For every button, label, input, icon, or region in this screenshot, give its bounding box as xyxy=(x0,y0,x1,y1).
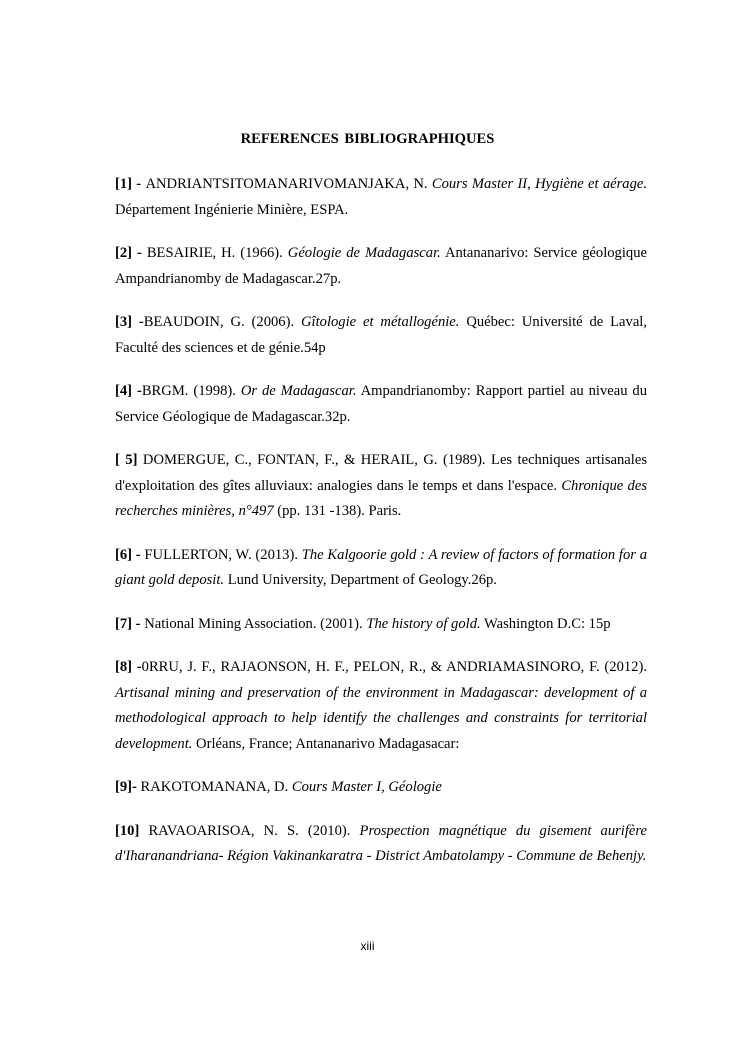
reference-number: [ 5] xyxy=(115,452,138,468)
reference-item xyxy=(115,172,647,223)
reference-list xyxy=(115,172,647,888)
page-number: xiii xyxy=(360,939,375,953)
reference-title: Géologie de Madagascar. xyxy=(287,245,441,261)
reference-authors: ANDRIANTSITOMANARIVOMANJAKA, N. xyxy=(145,176,432,192)
reference-item xyxy=(115,310,647,361)
reference-publisher: Lund University, Department of Geology.26p. xyxy=(224,572,497,588)
reference-authors: FULLERTON, W. (2013). xyxy=(144,546,302,563)
reference-title: Or de Madagascar. xyxy=(240,383,357,399)
reference-publisher: Ampandrianomby: Rapport partiel au niveau du Service Géologique de Madagascar.32p. xyxy=(115,383,648,425)
reference-number: [3] - xyxy=(115,314,144,330)
reference-number: [2] - xyxy=(115,245,147,261)
reference-authors: 0RRU, J. F., RAJAONSON, H. F., PELON, R., & ANDRIAMASINORO, F. (2012). xyxy=(141,659,647,675)
reference-publisher: Département Ingénierie Minière, ESPA. xyxy=(115,201,349,218)
reference-authors: BRGM. (1998). xyxy=(141,383,241,399)
reference-item xyxy=(115,379,647,430)
reference-publisher: Québec: Université de Laval, Faculté des sciences et de génie.54p xyxy=(115,314,647,356)
reference-title: Gîtologie et métallogénie. xyxy=(301,314,460,330)
reference-item xyxy=(115,819,647,870)
reference-item xyxy=(115,655,647,757)
reference-publisher: (pp. 131 -138). Paris. xyxy=(273,503,402,519)
reference-title: Chronique des recherches minières, n°497 xyxy=(115,477,647,519)
reference-number: [6] - xyxy=(115,546,145,563)
reference-number: [9]- xyxy=(115,779,137,795)
reference-item xyxy=(115,775,647,801)
reference-publisher: Washington D.C: 15p xyxy=(480,615,611,632)
reference-item xyxy=(115,448,647,525)
reference-title: Cours Master I, Géologie xyxy=(291,779,442,795)
reference-title: Cours Master II, Hygiène et aérage. xyxy=(431,176,647,192)
page-title: REFERENCES BIBLIOGRAPHIQUES xyxy=(240,131,495,147)
reference-number: [4] - xyxy=(115,383,142,399)
reference-authors: RAVAOARISOA, N. S. (2010). xyxy=(139,822,360,839)
reference-title: The history of gold. xyxy=(366,615,481,632)
reference-number: [8] - xyxy=(115,659,142,675)
reference-number: [10] xyxy=(115,822,140,839)
reference-number: [1] - xyxy=(115,176,146,192)
reference-title: Prospection magnétique du gisement aurifère d'Iharanandriana- Région Vakinankaratra - District Ambatolampy - Commune de Behenjy. xyxy=(115,822,648,864)
reference-number: [7] - xyxy=(115,615,145,632)
reference-authors: DOMERGUE, C., FONTAN, F., & HERAIL, G. (1989). Les techniques artisanales d'exploitation des gîtes alluviaux: analogies dans le temps et dans l'espace. xyxy=(115,452,647,494)
reference-authors: BESAIRIE, H. (1966). xyxy=(146,245,288,261)
reference-title: Artisanal mining and preservation of the environment in Madagascar: development of a methodological approach to help identify the challenges and constraints for territorial development. xyxy=(115,684,647,752)
reference-publisher: Antananarivo: Service géologique Ampandrianomby de Madagascar.27p. xyxy=(115,245,647,287)
reference-authors: BEAUDOIN, G. (2006). xyxy=(143,314,301,330)
reference-authors: National Mining Association. (2001). xyxy=(144,615,367,632)
reference-item xyxy=(115,612,647,638)
reference-authors: RAKOTOMANANA, D. xyxy=(136,779,292,795)
reference-title: The Kalgoorie gold : A review of factors of formation for a giant gold deposit. xyxy=(115,546,647,588)
reference-publisher: Orléans, France; Antananarivo Madagasacar: xyxy=(192,735,460,752)
reference-item xyxy=(115,543,647,594)
reference-item xyxy=(115,241,647,292)
